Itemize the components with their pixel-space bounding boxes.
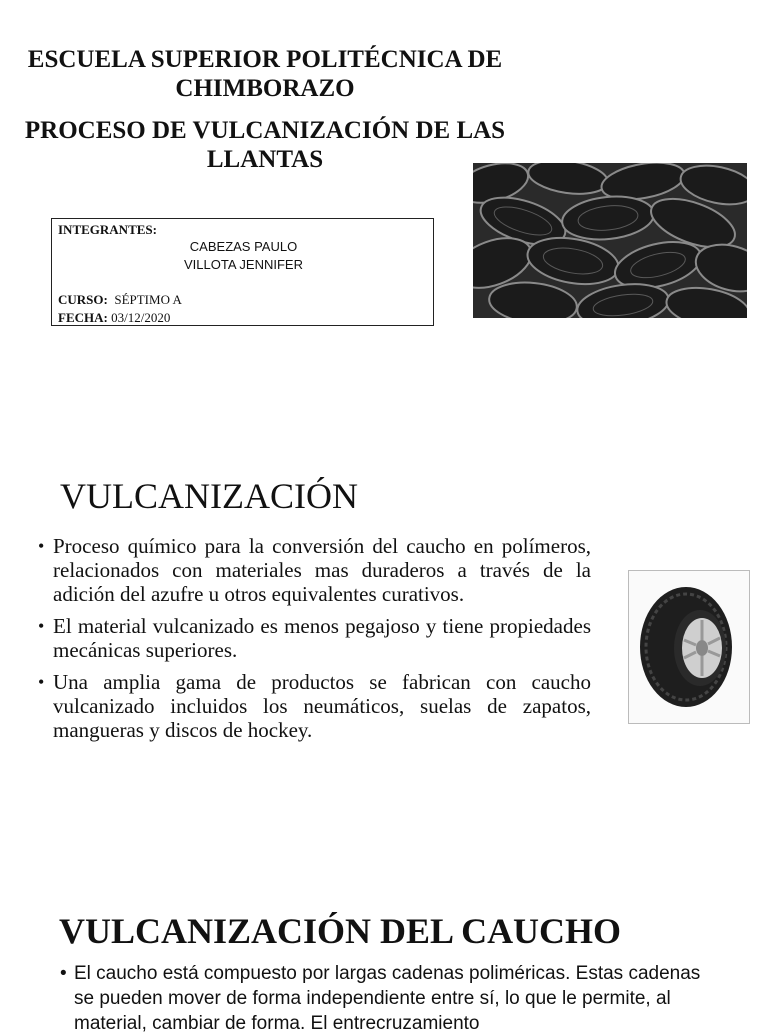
fecha-value: 03/12/2020 — [111, 310, 171, 325]
slide-title — [0, 0, 768, 370]
fecha-label: FECHA: — [58, 310, 108, 325]
member-name: CABEZAS PAULO — [189, 239, 298, 254]
curso-row — [58, 291, 182, 308]
tire-image — [628, 570, 750, 724]
section-heading: VULCANIZACIÓN — [60, 476, 358, 516]
presentation-title: PROCESO DE VULCANIZACIÓN DE LAS LLANTAS — [24, 117, 506, 173]
members-list — [52, 238, 435, 274]
bullet-list — [38, 534, 591, 750]
fecha-row — [58, 309, 170, 326]
section-heading: VULCANIZACIÓN DEL CAUCHO — [59, 911, 622, 951]
bullet-list — [60, 961, 710, 1036]
institution-title: ESCUELA SUPERIOR POLITÉCNICA DE CHIMBORAZO — [27, 46, 503, 102]
curso-label: CURSO: — [58, 292, 108, 307]
info-box — [51, 218, 434, 326]
bullet-item: • Una amplia gama de productos se fabrican con caucho vulcanizado incluidos los neumáticos, suelas de zapatos, mangueras y discos de hockey. — [38, 670, 591, 742]
curso-value: SÉPTIMO A — [114, 292, 182, 307]
integrantes-label: INTEGRANTES: — [58, 222, 157, 237]
bullet-item: • El caucho está compuesto por largas cadenas poliméricas. Estas cadenas se pueden mover de forma independiente entre sí, lo que le permite, al material, cambiar de forma. El entrecruzamiento — [60, 961, 710, 1036]
tire-pile-image — [473, 163, 747, 318]
slide-vulcanizacion-caucho — [0, 885, 768, 1034]
slide-vulcanizacion — [0, 455, 768, 815]
member-name: VILLOTA JENNIFER — [184, 257, 303, 272]
bullet-item: • El material vulcanizado es menos pegajoso y tiene propiedades mecánicas superiores. — [38, 614, 591, 662]
bullet-item: • Proceso químico para la conversión del caucho en polímeros, relacionados con materiales mas duraderos a través de la adición del azufre u otros equivalentes curativos. — [38, 534, 591, 606]
